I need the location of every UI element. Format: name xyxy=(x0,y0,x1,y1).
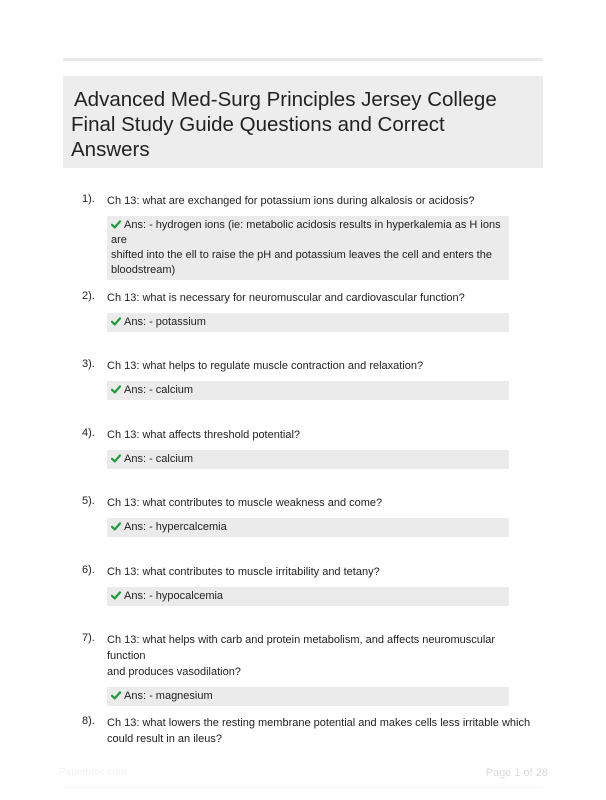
question-item xyxy=(82,495,537,537)
question-text: Ch 13: what affects threshold potential? xyxy=(107,429,301,441)
question-number: 5). xyxy=(82,495,95,507)
question-number: 3). xyxy=(82,358,95,370)
page-indicator: Page 1 of 28 xyxy=(485,767,548,779)
question-number: 2). xyxy=(82,290,95,302)
answer-box xyxy=(107,216,509,280)
question-item xyxy=(82,290,537,332)
question-text: Ch 13: what helps with carb and protein metabolism, and affects neuromuscular function xyxy=(107,634,496,662)
question-text: could result in an ileus? xyxy=(107,733,222,745)
question-text: Ch 13: what contributes to muscle weakness and come? xyxy=(107,497,383,509)
answer-box xyxy=(107,313,509,332)
check-icon xyxy=(111,454,121,463)
answer-text: Ans: - potassium xyxy=(124,316,206,328)
answer-text: Ans: - magnesium xyxy=(124,690,213,702)
question-item xyxy=(82,564,537,606)
question-number: 7). xyxy=(82,632,95,644)
answer-text: Ans: - hypocalcemia xyxy=(124,590,224,602)
answer-text: shifted into the ell to raise the pH and potassium leaves the cell and enters the xyxy=(111,249,492,261)
answer-box xyxy=(107,687,509,706)
answer-text: bloodstream) xyxy=(111,264,176,276)
question-number: 4). xyxy=(82,427,95,439)
question-text: Ch 13: what lowers the resting membrane potential and makes cells less irritable which xyxy=(107,717,531,729)
question-text: Ch 13: what contributes to muscle irritability and tetany? xyxy=(107,566,380,578)
footer-watermark: Paperbtbc.com xyxy=(59,767,127,778)
question-item xyxy=(82,358,537,400)
question-text: and produces vasodilation? xyxy=(107,666,241,678)
check-icon xyxy=(111,385,121,394)
header-divider xyxy=(63,58,543,61)
footer-divider xyxy=(63,787,543,788)
question-number: 6). xyxy=(82,564,95,576)
question-item xyxy=(82,632,537,706)
question-number: 8). xyxy=(82,715,95,727)
check-icon xyxy=(111,220,121,229)
answer-box xyxy=(107,450,509,469)
question-item xyxy=(82,193,537,280)
answer-text: Ans: - hydrogen ions (ie: metabolic acidosis results in hyperkalemia as H ions are xyxy=(111,219,501,246)
answer-text: Ans: - calcium xyxy=(124,453,194,465)
title-line-3: Answers xyxy=(71,138,150,161)
answer-box xyxy=(107,381,509,400)
question-text: Ch 13: what helps to regulate muscle contraction and relaxation? xyxy=(107,360,424,372)
answer-box xyxy=(107,518,509,537)
question-text: Ch 13: what is necessary for neuromuscular and cardiovascular function? xyxy=(107,292,465,304)
answer-text: Ans: - hypercalcemia xyxy=(124,521,227,533)
question-number: 1). xyxy=(82,193,95,205)
answer-box xyxy=(107,587,509,606)
check-icon xyxy=(111,691,121,700)
question-text: Ch 13: what are exchanged for potassium ions during alkalosis or acidosis? xyxy=(107,195,475,207)
check-icon xyxy=(111,522,121,531)
document-title xyxy=(63,76,543,168)
question-item xyxy=(82,427,537,469)
question-item xyxy=(82,715,537,747)
check-icon xyxy=(111,591,121,600)
answer-text: Ans: - calcium xyxy=(124,384,194,396)
title-line-1: Advanced Med-Surg Principles Jersey College xyxy=(74,88,497,111)
check-icon xyxy=(111,317,121,326)
title-line-2: Final Study Guide Questions and Correct xyxy=(71,113,445,136)
